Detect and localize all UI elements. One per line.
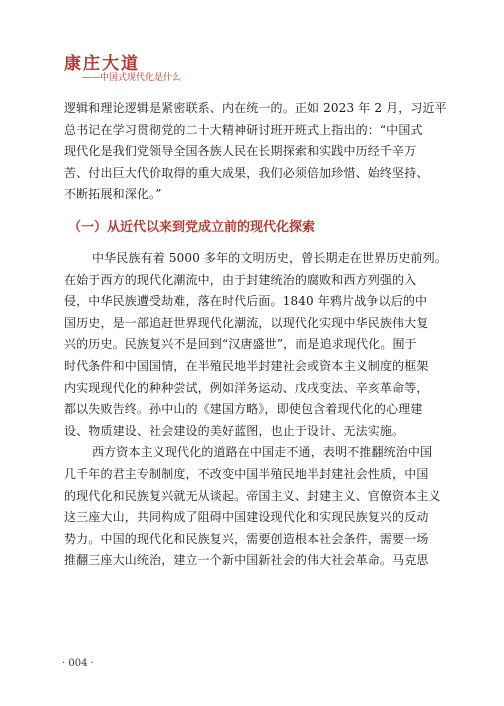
text-line: 不断拓展和深化。” — [64, 187, 162, 202]
text-line: 兴的历史。民族复兴不是回到“汉唐盛世”，而是追求现代化。囿于 — [64, 337, 417, 352]
text-line: 中华民族有着 5000 多年的文明历史，曾长期走在世界历史前列。 — [92, 250, 447, 265]
text-line: 时代条件和中国国情，在半殖民地半封建社会或资本主义制度的框架 — [64, 358, 429, 373]
text-line: 总书记在学习贯彻党的二十大精神研讨班开班式上指出的：“中国式 — [64, 122, 423, 137]
text-line: 势力。中国的现代化和民族复兴，需要创造根本社会条件，需要一场 — [64, 531, 429, 546]
text-line: 西方资本主义现代化的道路在中国走不通，表明不推翻统治中国 — [92, 445, 433, 460]
body-text — [64, 98, 447, 572]
paragraph — [64, 248, 447, 442]
text-line: 逻辑和理论逻辑是紧密联系、内在统一的。正如 2023 年 2 月，习近平 — [64, 101, 447, 115]
running-header-subtitle: ——中国式现代化是什么 — [82, 73, 182, 83]
text-line: 设、物质建设、社会建设的美好蓝图，也止于设计、无法实施。 — [64, 423, 405, 438]
text-line: 国历史，是一部追赶世界现代化潮流，以现代化实现中华民族伟大复 — [64, 315, 429, 330]
running-header-title: 康庄大道 — [64, 54, 140, 74]
text-line: 的现代化和民族复兴就无从谈起。帝国主义、封建主义、官僚资本主义 — [64, 488, 441, 503]
paragraph — [64, 442, 441, 572]
section-heading: （一）从近代以来到党成立前的现代化探索 — [68, 219, 316, 235]
text-line: 这三座大山，共同构成了阻碍中国建设现代化和实现民族复兴的反动 — [64, 510, 429, 525]
text-line: 推翻三座大山统治，建立一个新中国新社会的伟大社会革命。马克思 — [64, 553, 429, 568]
text-line: 内实现现代化的种种尝试，例如洋务运动、戊戌变法、辛亥革命等， — [64, 380, 429, 395]
text-line: 苦、付出巨大代价取得的重大成果，我们必须倍加珍惜、始终坚持、 — [64, 165, 429, 180]
text-line: 几千年的君主专制制度，不改变中国半殖民地半封建社会性质，中国 — [64, 466, 429, 481]
text-line: 现代化是我们党领导全国各族人民在长期探索和实践中历经千辛万 — [64, 144, 417, 159]
page-number: · 004 · — [62, 658, 94, 669]
paragraph-continued — [64, 98, 447, 206]
text-line: 侵，中华民族遭受劫难，落在时代后面。1840 年鸦片战争以后的中 — [64, 294, 428, 309]
text-line: 在始于西方的现代化潮流中，由于封建统治的腐败和西方列强的入 — [64, 272, 417, 287]
text-line: 都以失败告终。孙中山的《建国方略》，即使包含着现代化的心理建 — [64, 402, 423, 417]
